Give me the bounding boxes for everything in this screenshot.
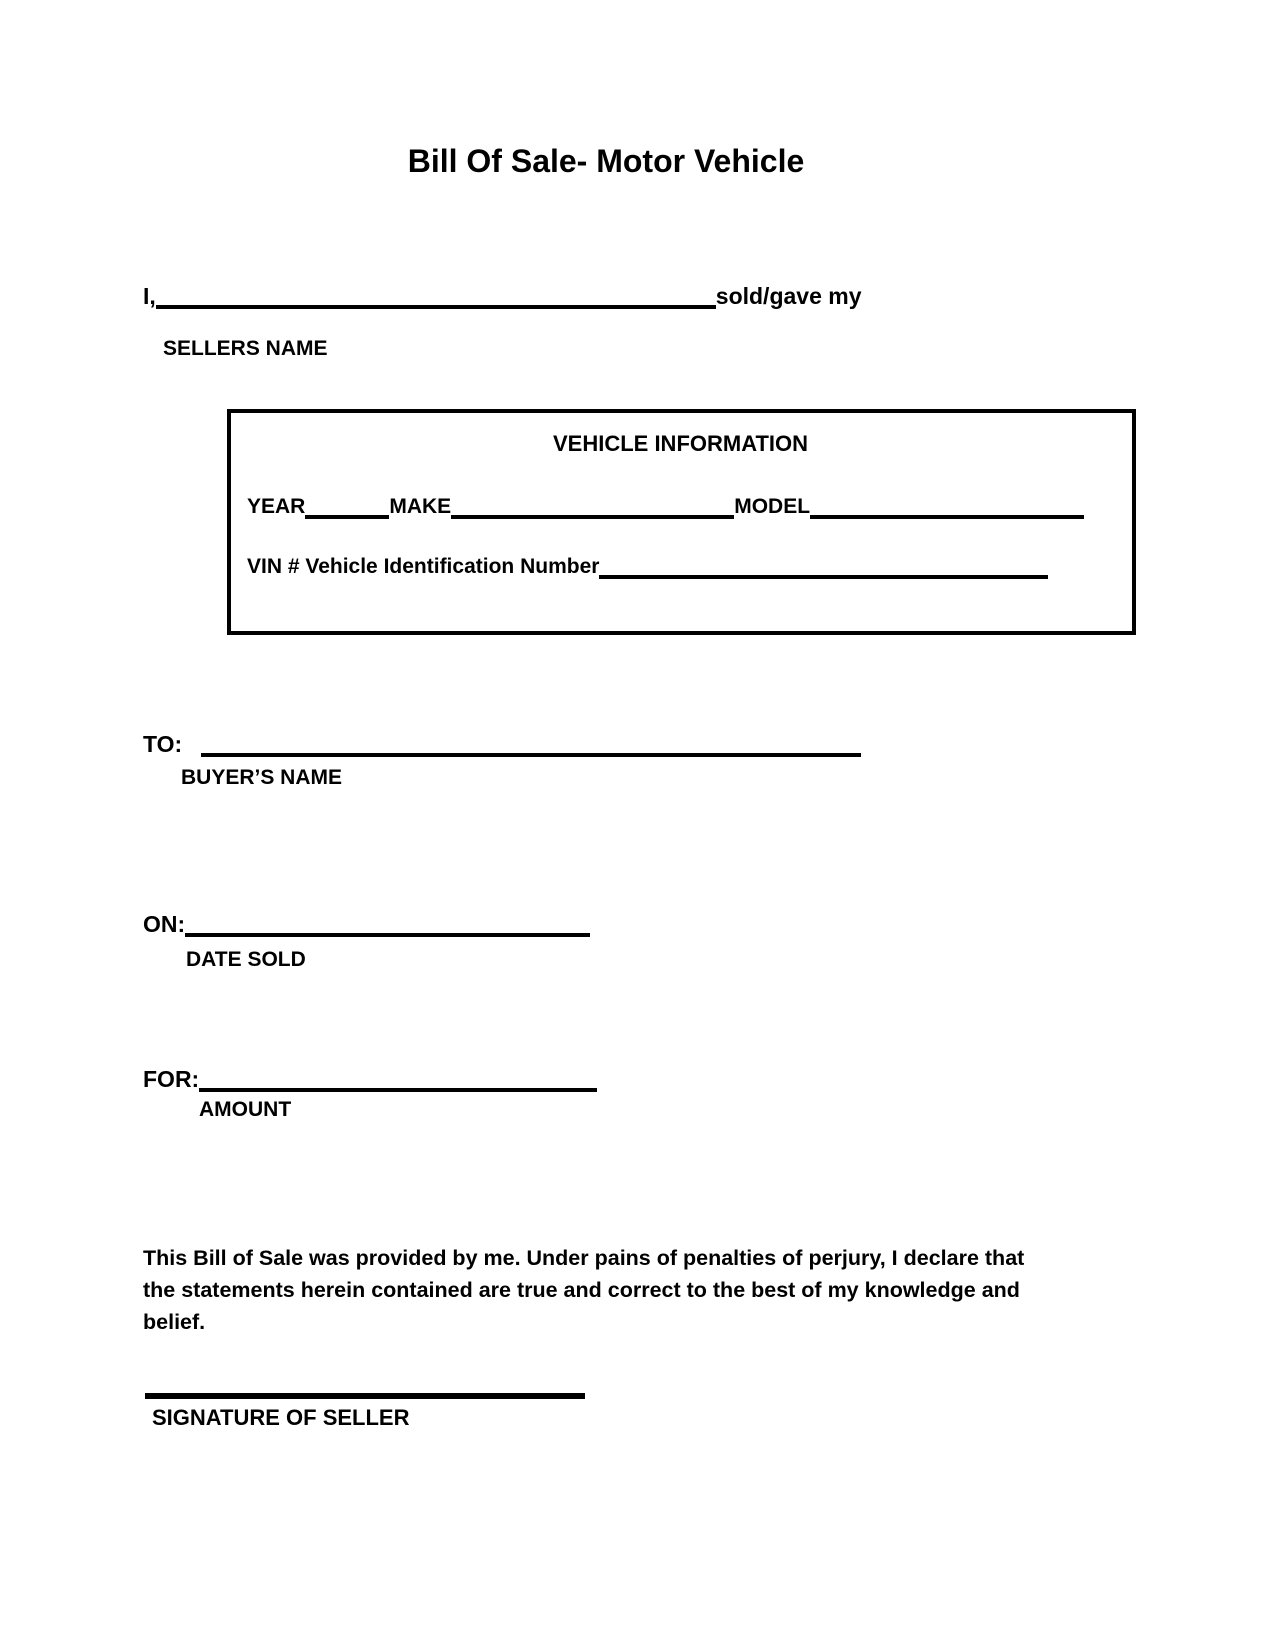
make-blank[interactable] — [451, 495, 734, 519]
year-blank[interactable] — [305, 495, 389, 519]
seller-signature-line[interactable] — [145, 1393, 585, 1399]
make-label: MAKE — [389, 495, 452, 518]
vin-blank[interactable] — [599, 555, 1048, 579]
amount-blank[interactable] — [199, 1066, 597, 1092]
seller-intro-line — [143, 283, 862, 309]
vehicle-information-heading: VEHICLE INFORMATION — [552, 431, 809, 456]
vin-label: VIN # Vehicle Identification Number — [247, 555, 600, 579]
model-blank[interactable] — [810, 495, 1084, 519]
date-sold-caption: DATE SOLD — [186, 948, 306, 971]
seller-name-blank[interactable] — [156, 283, 716, 309]
date-sold-blank[interactable] — [185, 911, 590, 937]
buyer-label: TO: — [143, 731, 189, 757]
year-label: YEAR — [247, 495, 306, 518]
seller-intro-suffix: sold/gave my — [715, 283, 862, 309]
seller-signature-caption: SIGNATURE OF SELLER — [152, 1405, 410, 1430]
seller-name-caption: SELLERS NAME — [163, 337, 328, 360]
buyer-name-blank[interactable] — [201, 731, 861, 757]
amount-caption: AMOUNT — [199, 1098, 292, 1121]
amount-line — [143, 1066, 597, 1092]
declaration-text: This Bill of Sale was provided by me. Under pains of penalties of perjury, I declare that the statements herein contained are true and correct to the best of my knowledge and belief. — [143, 1246, 1025, 1334]
model-label: MODEL — [734, 495, 811, 518]
document-title: Bill Of Sale- Motor Vehicle — [407, 143, 805, 179]
vehicle-fields-row — [247, 495, 1114, 519]
date-sold-line — [143, 911, 590, 937]
vehicle-information-box — [227, 409, 1136, 635]
buyer-name-caption: BUYER’S NAME — [181, 766, 343, 789]
buyer-line — [143, 731, 861, 757]
seller-intro-prefix: I, — [143, 283, 156, 309]
amount-label: FOR: — [143, 1066, 200, 1092]
vin-row — [247, 555, 1114, 579]
date-sold-label: ON: — [143, 911, 186, 937]
